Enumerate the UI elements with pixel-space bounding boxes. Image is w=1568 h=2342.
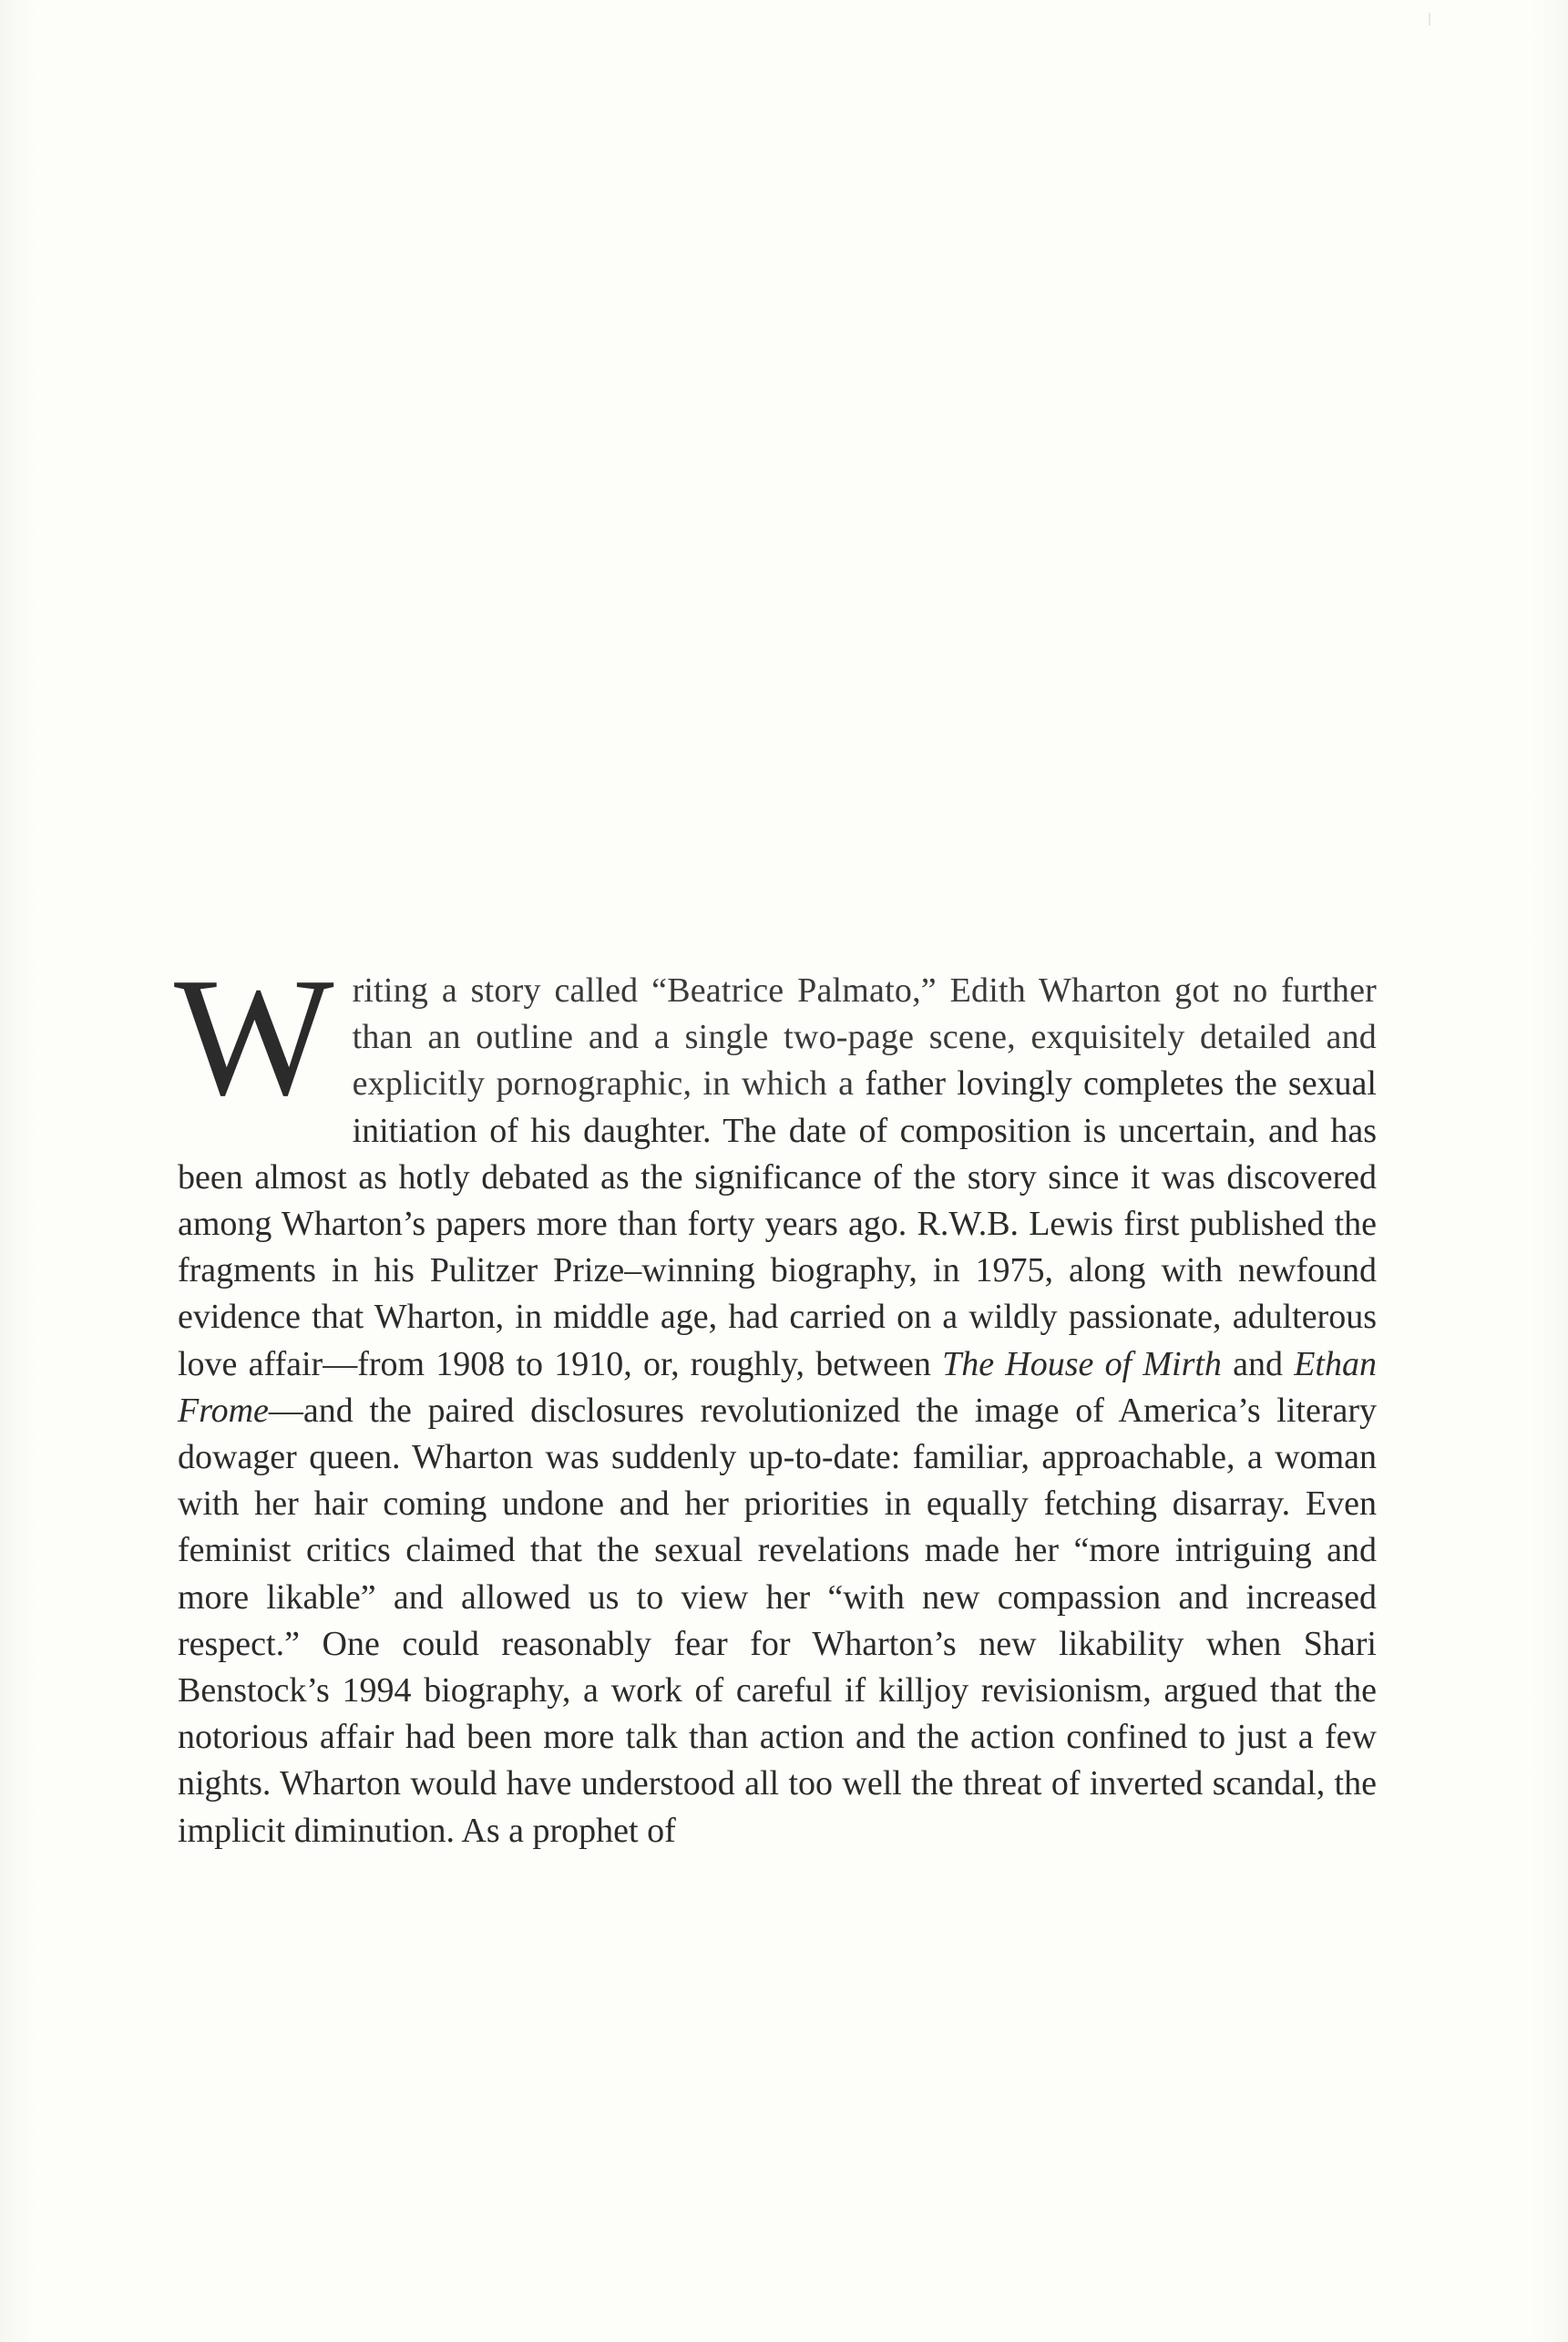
- opening-paragraph: [174, 943, 1377, 1854]
- scan-artifact: [1429, 13, 1430, 26]
- lead-in-text: riting a story called “Beatrice Palmato,” Edith Wharton got no further than an outline and a single two-page scene, exquisitely detailed and explicitly pornographic, in which a: [352, 971, 1377, 1104]
- paragraph-text-part-2: —and the paired disclosures revolutionized the image of America’s literary dowager queen. Wharton was suddenly up-to-date: familiar, approachable, a woman with her hair coming undone and her priorities in equally fetching disarray. Even feminist critics claimed that the sexual revelations made her “more intriguing and more likable” and allowed us to view her “with new compassion and increased respect.” One could reasonably fear for Wharton’s new likability when Shari Benstock’s 1994 biography, a work of careful if killjoy revisionism, argued that the notorious affair had been more talk than action and the action confined to just a few nights. Wharton would have understood all too well the threat of inverted scandal, the implicit diminution. As a prophet of: [178, 1391, 1377, 1850]
- paragraph-text-part-1: father lovingly completes the sexual initiation of his daughter. The date of composition is uncertain, and has been almost as hotly debated as the significance of the story since it was discovered among Wharton’s papers more than forty years ago. R.W.B. Lewis first published the fragments in his Pulitzer Prize–winning biography, in 1975, along with newfound evidence that Wharton, in middle age, had carried on a wildly passionate, adulterous love affair—from 1908 to 1910, or, roughly, between: [178, 1064, 1377, 1383]
- article-body: [174, 943, 1377, 1854]
- book-title-ethan-frome: Ethan Frome: [178, 1344, 1377, 1430]
- drop-cap-initial: W: [174, 943, 334, 1131]
- book-title-house-of-mirth: The House of Mirth: [942, 1344, 1222, 1383]
- paragraph-connector: and: [1221, 1344, 1295, 1383]
